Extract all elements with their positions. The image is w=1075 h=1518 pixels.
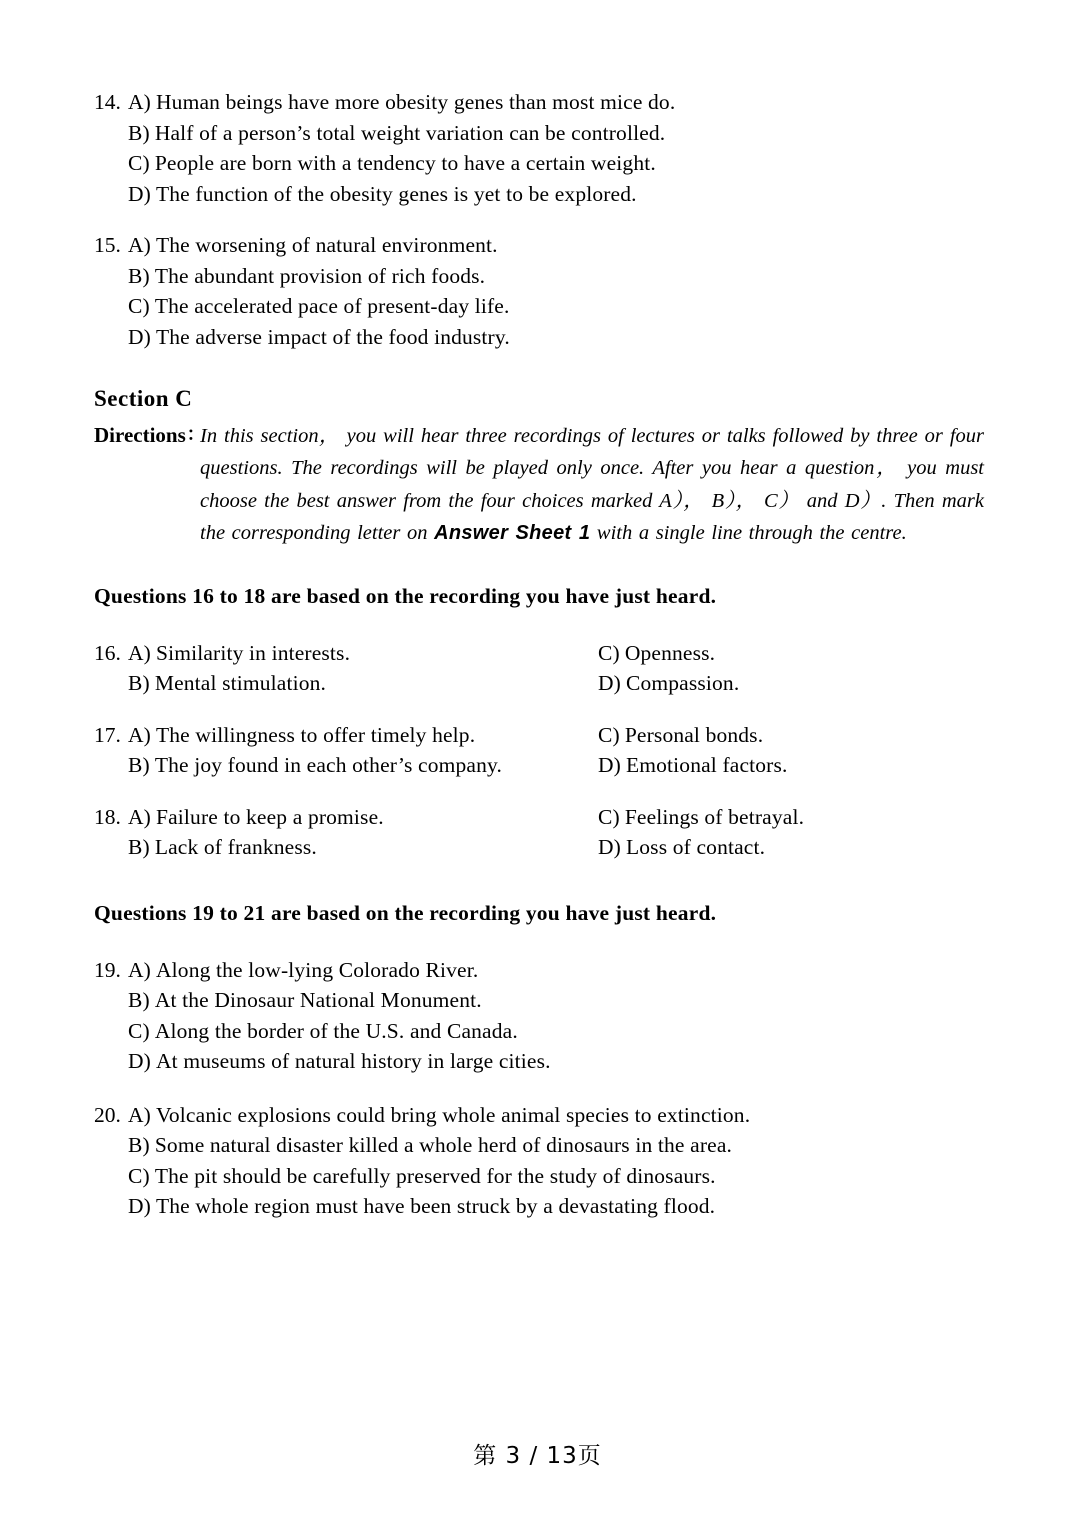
option-a[interactable] bbox=[128, 92, 675, 114]
option-text: Personal bonds. bbox=[624, 722, 764, 747]
option-row bbox=[94, 92, 984, 114]
option-letter: B) bbox=[128, 120, 150, 145]
question-block-20 bbox=[94, 1102, 984, 1219]
questions-16-18-heading: Questions 16 to 18 are based on the recording you have just heard. bbox=[94, 583, 717, 608]
directions-label-text: Directions bbox=[94, 423, 186, 447]
option-row bbox=[94, 153, 984, 175]
option-letter: D) bbox=[128, 1194, 151, 1219]
option-text: Along the border of the U.S. and Canada. bbox=[154, 1018, 518, 1043]
option-b[interactable] bbox=[128, 120, 666, 145]
option-c[interactable] bbox=[128, 1018, 518, 1043]
option-text: Failure to keep a promise. bbox=[156, 804, 384, 829]
option-letter: D) bbox=[128, 1049, 151, 1074]
directions-text-part1: In this section， you will hear three recordings of lectures or talks followed by three or four questions. The recordings will be played only once. After you hear a question， you must choose the best answer from the four choices marked A）， B）， C） and D）. Then mark the corresponding letter on bbox=[200, 425, 984, 545]
option-c[interactable] bbox=[128, 1163, 716, 1188]
option-d[interactable] bbox=[128, 324, 510, 349]
option-row bbox=[94, 990, 984, 1012]
option-text: People are born with a tendency to have a certain weight. bbox=[154, 151, 656, 175]
option-letter: C) bbox=[128, 1163, 150, 1188]
option-row bbox=[94, 640, 984, 665]
option-letter: A) bbox=[128, 90, 151, 114]
option-c[interactable] bbox=[598, 722, 984, 747]
option-row bbox=[94, 324, 984, 349]
option-d[interactable] bbox=[128, 1196, 715, 1218]
option-c[interactable] bbox=[598, 804, 984, 829]
option-text: Volcanic explosions could bring whole animal species to extinction. bbox=[156, 1102, 751, 1127]
option-text: The worsening of natural environment. bbox=[156, 233, 498, 257]
option-letter: B) bbox=[128, 835, 150, 860]
option-text: Openness. bbox=[624, 640, 716, 665]
option-text: Similarity in interests. bbox=[156, 640, 351, 665]
section-title: Section C bbox=[94, 386, 193, 411]
option-d[interactable] bbox=[128, 181, 637, 206]
option-letter: C) bbox=[128, 151, 150, 175]
directions-label bbox=[94, 420, 205, 448]
option-letter: C) bbox=[598, 804, 620, 829]
option-text: Mental stimulation. bbox=[154, 671, 327, 696]
option-text: The function of the obesity genes is yet to be explored. bbox=[156, 181, 637, 206]
option-c[interactable] bbox=[128, 153, 656, 175]
option-text: Lack of frankness. bbox=[154, 835, 317, 860]
directions-block bbox=[94, 420, 984, 550]
option-d[interactable] bbox=[598, 837, 984, 859]
option-text: Along the low-lying Colorado River. bbox=[156, 957, 479, 982]
directions-text-part2: with a single line through the centre. bbox=[590, 522, 907, 545]
option-text: Emotional factors. bbox=[626, 753, 788, 778]
option-letter: C) bbox=[128, 294, 150, 318]
question-block-18 bbox=[94, 804, 984, 860]
question-block-15 bbox=[94, 235, 984, 348]
option-b[interactable] bbox=[128, 263, 486, 288]
question-number: 14. bbox=[94, 90, 121, 114]
option-row bbox=[94, 263, 984, 288]
option-a[interactable] bbox=[128, 804, 598, 829]
question-block-19 bbox=[94, 957, 984, 1074]
option-row bbox=[94, 120, 984, 145]
question-number: 15. bbox=[94, 233, 121, 257]
option-text: The pit should be carefully preserved for the study of dinosaurs. bbox=[154, 1163, 716, 1188]
questions-19-21-heading: Questions 19 to 21 are based on the recording you have just heard. bbox=[94, 900, 717, 925]
option-letter: C) bbox=[598, 722, 620, 747]
option-row bbox=[94, 837, 984, 859]
option-row bbox=[94, 957, 984, 982]
option-text: Feelings of betrayal. bbox=[624, 804, 805, 829]
option-row bbox=[94, 722, 984, 747]
option-letter: B) bbox=[128, 753, 150, 778]
option-b[interactable] bbox=[128, 755, 598, 777]
option-text: The accelerated pace of present-day life. bbox=[154, 294, 510, 318]
option-letter: B) bbox=[128, 988, 150, 1013]
option-text: The adverse impact of the food industry. bbox=[156, 324, 510, 349]
option-row bbox=[94, 673, 984, 695]
option-letter: A) bbox=[128, 957, 151, 982]
option-row bbox=[94, 1163, 984, 1188]
option-row bbox=[94, 1051, 984, 1073]
option-text: The abundant provision of rich foods. bbox=[154, 263, 486, 288]
option-letter: D) bbox=[598, 835, 621, 860]
question-block-16 bbox=[94, 640, 984, 696]
option-text: The willingness to offer timely help. bbox=[156, 722, 476, 747]
option-letter: D) bbox=[128, 324, 151, 349]
option-c[interactable] bbox=[598, 640, 984, 665]
page-footer: 第 3 / 13页 bbox=[473, 1443, 602, 1469]
option-row bbox=[94, 296, 984, 318]
option-letter: B) bbox=[128, 263, 150, 288]
option-b[interactable] bbox=[128, 990, 482, 1012]
option-letter: D) bbox=[128, 181, 151, 206]
option-letter: A) bbox=[128, 804, 151, 829]
option-text: Human beings have more obesity genes than most mice do. bbox=[156, 90, 676, 114]
question-number: 20. bbox=[94, 1102, 121, 1127]
option-a[interactable] bbox=[128, 640, 598, 665]
question-block-14 bbox=[94, 92, 984, 205]
option-a[interactable] bbox=[128, 1102, 751, 1127]
option-text: Some natural disaster killed a whole herd of dinosaurs in the area. bbox=[154, 1133, 733, 1158]
directions-colon: ： bbox=[186, 424, 205, 444]
option-letter: A) bbox=[128, 233, 151, 257]
question-number: 17. bbox=[94, 722, 121, 747]
option-a[interactable] bbox=[128, 722, 598, 747]
option-letter: D) bbox=[598, 671, 621, 696]
option-d[interactable] bbox=[598, 673, 984, 695]
option-letter: A) bbox=[128, 640, 151, 665]
option-a[interactable] bbox=[128, 957, 479, 982]
option-row bbox=[94, 1196, 984, 1218]
option-text: The joy found in each other’s company. bbox=[154, 753, 503, 778]
option-b[interactable] bbox=[128, 1135, 732, 1157]
question-number: 19. bbox=[94, 957, 121, 982]
question-number: 18. bbox=[94, 804, 121, 829]
question-block-17 bbox=[94, 722, 984, 778]
option-letter: D) bbox=[598, 753, 621, 778]
option-text: At the Dinosaur National Monument. bbox=[154, 988, 482, 1013]
option-row bbox=[94, 1135, 984, 1157]
option-letter: B) bbox=[128, 1133, 150, 1158]
option-d[interactable] bbox=[128, 1051, 551, 1073]
option-text: Half of a person’s total weight variation can be controlled. bbox=[154, 120, 666, 145]
option-text: Compassion. bbox=[626, 671, 740, 696]
directions-text bbox=[200, 420, 984, 550]
option-row bbox=[94, 181, 984, 206]
option-a[interactable] bbox=[128, 235, 498, 257]
option-text: The whole region must have been struck by a devastating flood. bbox=[156, 1194, 716, 1219]
option-row bbox=[94, 804, 984, 829]
question-number: 16. bbox=[94, 640, 121, 665]
option-text: Loss of contact. bbox=[626, 835, 766, 860]
option-letter: B) bbox=[128, 671, 150, 696]
answer-sheet-label: Answer Sheet 1 bbox=[434, 522, 591, 545]
option-letter: C) bbox=[128, 1018, 150, 1043]
option-letter: A) bbox=[128, 722, 151, 747]
option-row bbox=[94, 1102, 984, 1127]
option-b[interactable] bbox=[128, 673, 598, 695]
option-c[interactable] bbox=[128, 296, 510, 318]
option-b[interactable] bbox=[128, 837, 598, 859]
option-row bbox=[94, 235, 984, 257]
option-d[interactable] bbox=[598, 755, 984, 777]
option-letter: A) bbox=[128, 1102, 151, 1127]
option-letter: C) bbox=[598, 640, 620, 665]
option-row bbox=[94, 755, 984, 777]
page-content bbox=[94, 92, 984, 1248]
option-text: At museums of natural history in large cities. bbox=[156, 1049, 551, 1074]
option-row bbox=[94, 1018, 984, 1043]
